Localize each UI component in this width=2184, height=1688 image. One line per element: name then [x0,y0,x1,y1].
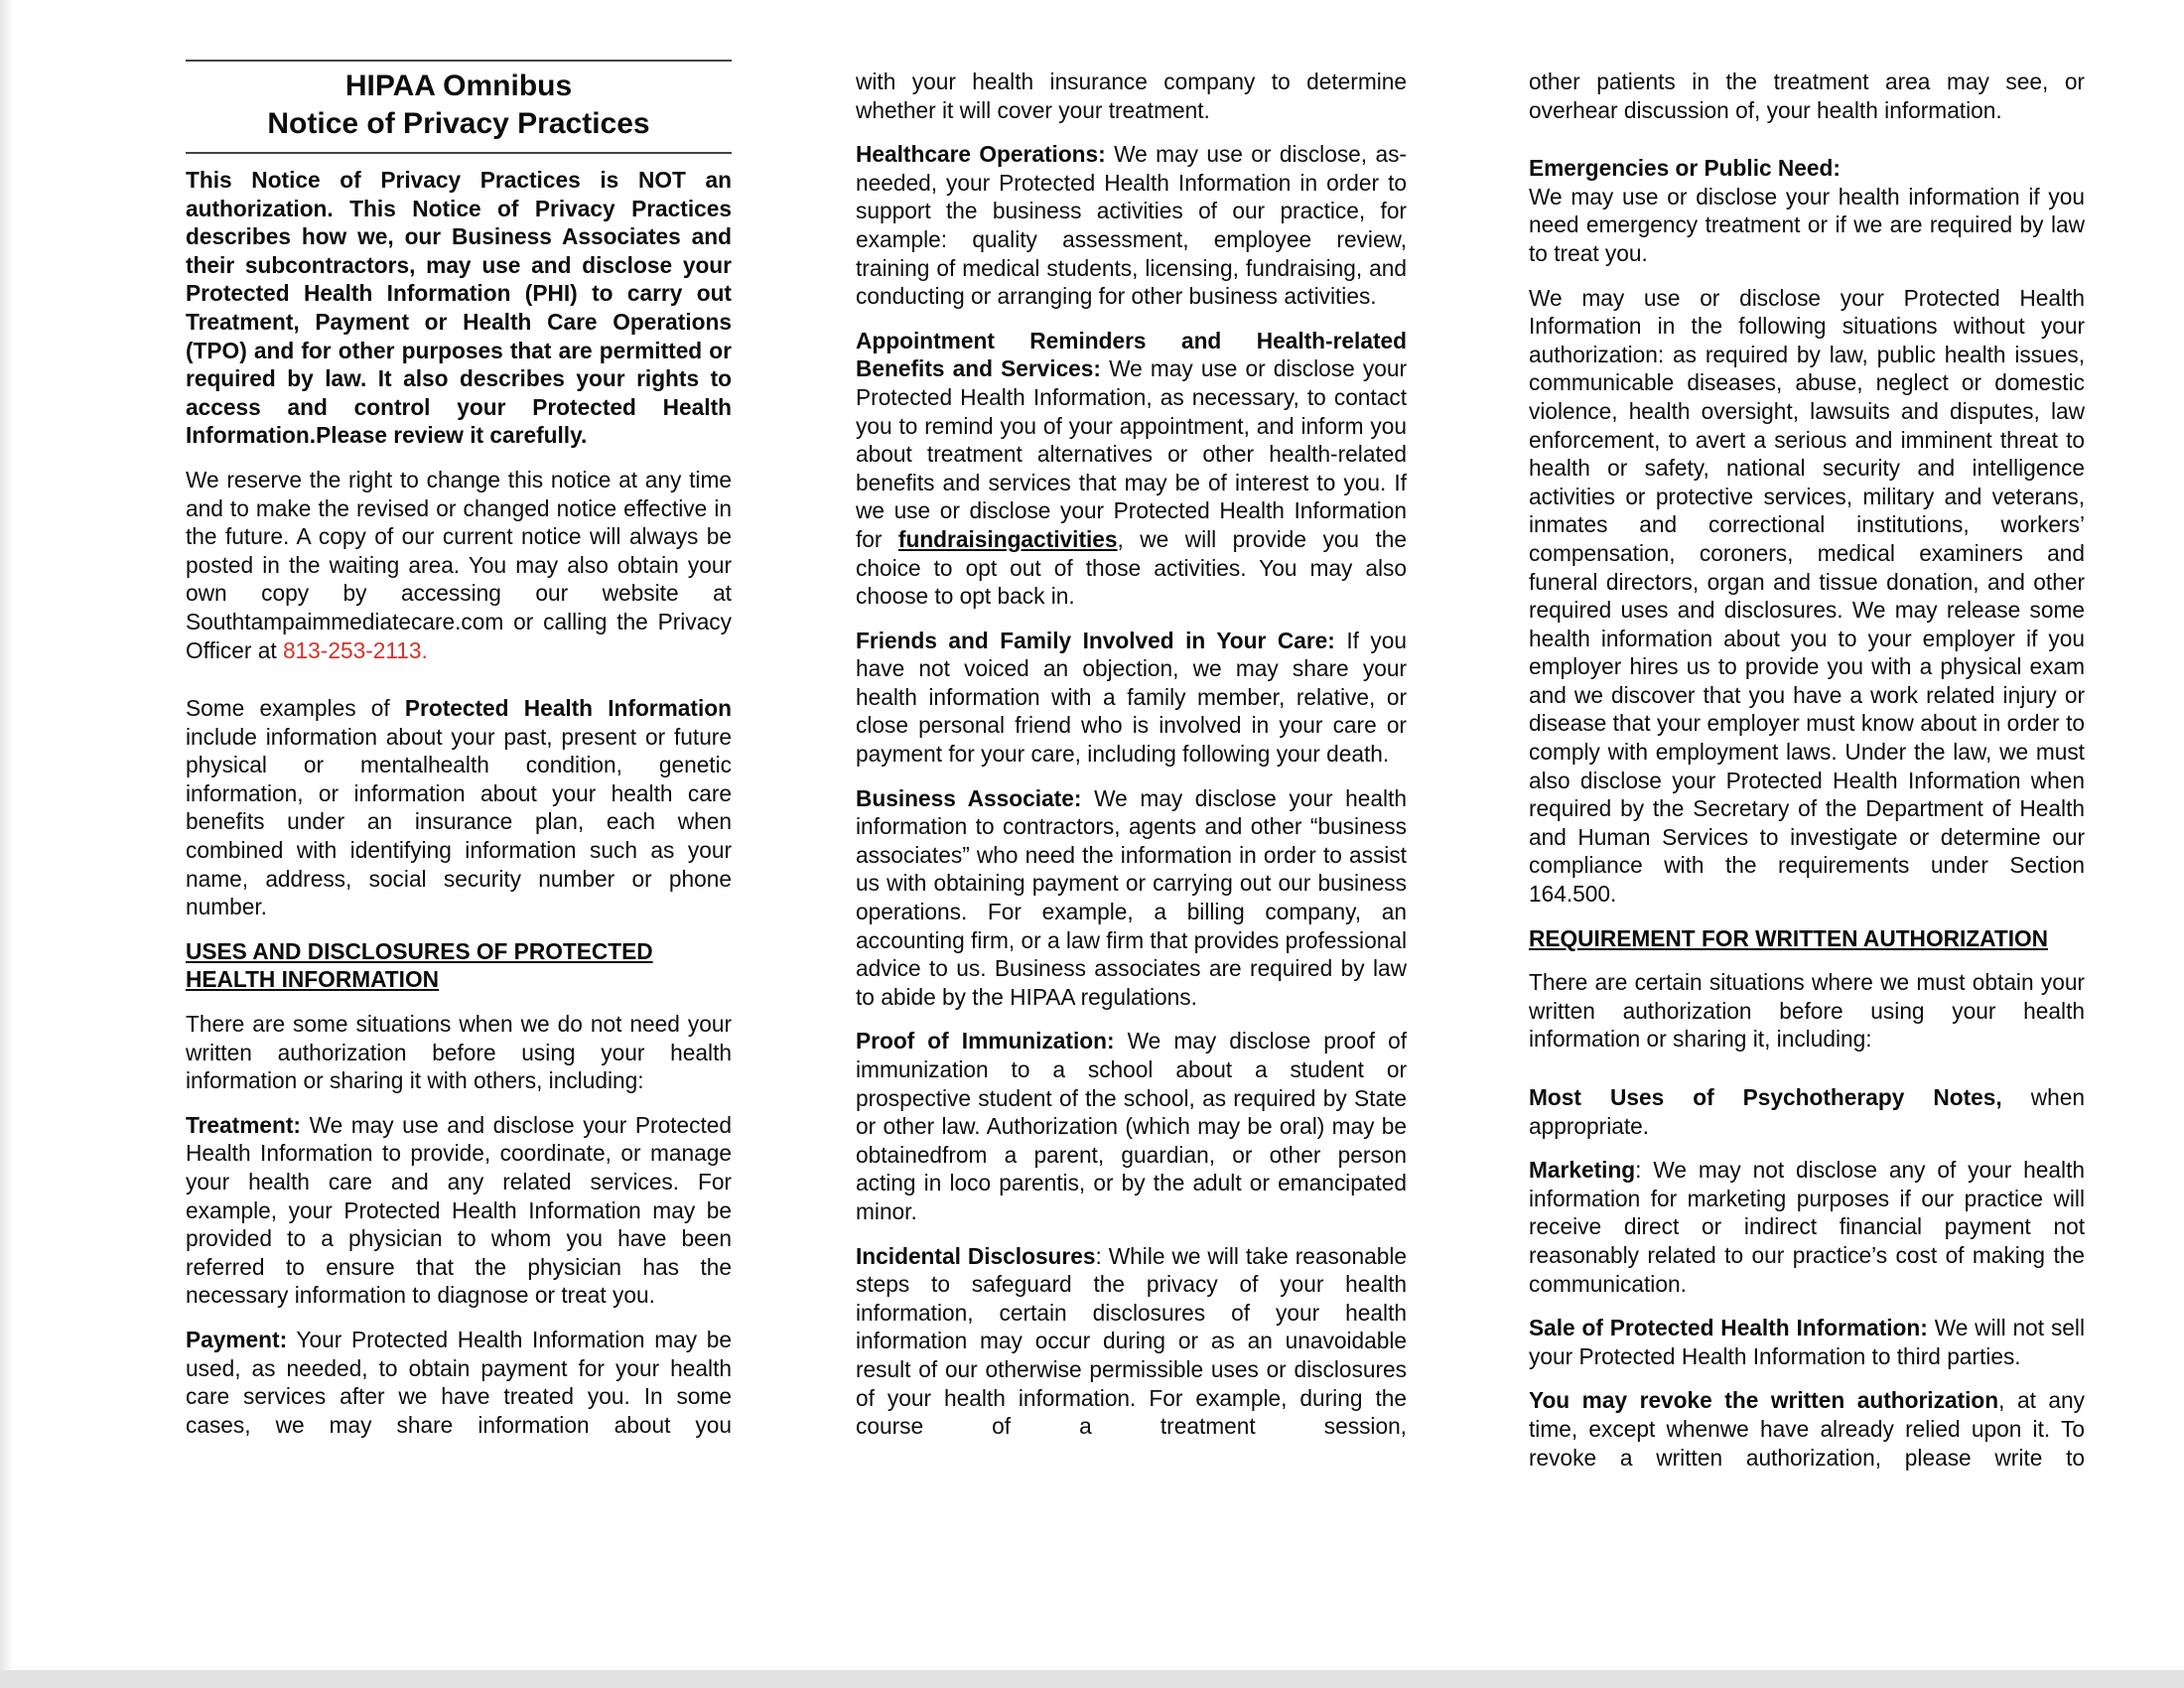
privacy-officer-phone: 813-253-2113. [282,636,428,663]
sale-of-phi-text: We will not sell your Protected Health Information to third parties. [1529,1315,2085,1369]
column-middle [856,68,1407,1457]
written-authorization-intro: There are certain situations where we must obtain your written authorization before using your health information or sharing it, including: [1529,969,2085,1053]
phi-examples-text: include information about your past, present or future physical or mentalhealth condition, genetic information, or information about your health care benefits under an insurance plan, each when combined with identifying information such as your name, address, social security number or phone number. [186,723,732,920]
marketing-text: : We may not disclose any of your health information for marketing purposes if our practice will receive direct or indirect financial payment not reasonably related to our practice’s cost of making the communication. [1529,1157,2085,1297]
document-subtitle: Notice of Privacy Practices [267,107,650,140]
reserve-text: We reserve the right to change this notice at any time and to make the revised or changed notice effective in the future. A copy of our current notice will always be posted in the waiting area. You may also obtain your own copy by accessing our website at Southtampaimmediatecare.com or calling the Privacy Officer at [186,466,732,663]
payment-label: Payment: [186,1326,288,1352]
emergencies-text: We may use or disclose your health information if you need emergency treatment or if we are required by law to treat you. [1529,183,2085,266]
phi-examples-pre: Some examples of [186,695,390,722]
uses-disclosures-heading [186,937,732,994]
phi-examples-paragraph [186,694,732,921]
friends-family-text: If you have not voiced an objection, we may share your health information with a family member, relative, or close personal friend who is involved in your care or payment for your care, including following your death. [856,627,1407,768]
appointment-reminders-label: Appointment Reminders and Health-related Benefits and Services: [856,327,1407,382]
incidental-continued-paragraph: other patients in the treatment area may see, or overhear discussion of, your health information. [1529,69,2085,123]
incidental-disclosures-paragraph [856,1242,1407,1441]
without-authorization-paragraph: We may use or disclose your Protected Health Information in the following situations without your authorization: as required by law, public health issues, communicable diseases, abuse, neglect or domestic violence, health oversight, lawsuits and disputes, law enforcement, to avert a serious and imminent threat to health or safety, national security and intelligence activities or protective services, military and veterans, inmates and correctional institutions, workers’ compensation, coroners, medical examiners and funeral directors, organ and tissue donation, and other required uses and disclosures. We may release some health information about you to your employer if you employer hires us to provide you with a physical exam and we discover that you have a work related injury or disease that your employer must know about in order to comply with employment laws. Under the law, we must also disclose your Protected Health Information when required by the Secretary of the Department of Health and Human Services to investigate or determine our compliance with the requirements under Section 164.500. [1529,284,2085,908]
marketing-label: Marketing [1529,1157,1636,1184]
treatment-paragraph [186,1111,732,1310]
treatment-text: We may use and disclose your Protected Health Information to provide, coordinate, or manage your health care and any related services. For example, your Protected Health Information may be provided to a physician to whom you have been referred to ensure that the physician has the necessary information to diagnose or treat you. [186,1111,732,1309]
healthcare-operations-label: Healthcare Operations: [856,141,1106,168]
incidental-disclosures-text: : While we will take reasonable steps to safeguard the privacy of your health information, certain disclosures of your health information may occur during or as an unavoidable result of our otherwise permissible uses or disclosures of your health information. For example, during the course of a treatment session, [856,1242,1407,1440]
emergencies-paragraph [1529,154,2085,267]
uses-heading-line1: USES AND DISCLOSURES OF PROTECTED [186,937,653,964]
emergencies-label: Emergencies or Public Need: [1529,155,1841,182]
scan-shadow-left [0,0,14,1688]
immunization-text: We may disclose proof of immunization to a school about a student or prospective student of the school, as required by State or other law. Authorization (which may be oral) may be obtainedfrom a parent, guardian, or other person acting in loco parentis, or by the adult or emancipated minor. [856,1028,1408,1224]
psychotherapy-notes-label: Most Uses of Psychotherapy Notes, [1529,1084,2002,1110]
treatment-label: Treatment: [186,1111,301,1138]
sale-of-phi-label: Sale of Protected Health Information: [1529,1315,1928,1341]
uses-intro-paragraph: There are some situations when we do not need your written authorization before using your health information or sharing it with others, including: [186,1011,732,1094]
scan-edge-bottom [0,1670,2184,1688]
immunization-label: Proof of Immunization: [856,1028,1115,1055]
uses-heading-line2: HEALTH INFORMATION [186,966,439,993]
document-title: HIPAA Omnibus [344,70,573,102]
column-right [1529,68,2085,1487]
payment-paragraph [186,1326,732,1439]
business-associate-text: We may disclose your health information to contractors, agents and other “business associates” who need the information in order to assist us with obtaining payment or carrying out our business operations. For example, a billing company, an accounting firm, or a law firm that provides professional advice to us. Business associates are required by law to abide by the HIPAA regulations. [856,784,1407,1010]
immunization-paragraph [856,1027,1407,1225]
phi-examples-bold: Protected Health Information [404,695,732,722]
appointment-reminders-text-end: , we will provide you the choice to opt out of those activities. You may also choose to opt back in. [856,525,1407,610]
fundraising-activities-link: fundraisingactivities [897,525,1118,552]
written-authorization-heading: REQUIREMENT FOR WRITTEN AUTHORIZATION [1529,924,2049,951]
column-left [186,60,732,1455]
reserve-paragraph [186,466,732,664]
notice-header [186,60,732,154]
intro-paragraph: This Notice of Privacy Practices is NOT an authorization. This Notice of Privacy Practices describes how we, our Business Associates and their subcontractors, may use and disclose your Protected Health Information (PHI) to carry out Treatment, Payment or Health Care Operations (TPO) and for other purposes that are permitted or required by law. It also describes your rights to access and control your Protected Health Information.Please review it carefully. [186,167,732,449]
incidental-disclosures-label: Incidental Disclosures [856,1242,1096,1269]
marketing-paragraph [1529,1156,2085,1298]
friends-family-label: Friends and Family Involved in Your Care: [856,627,1335,653]
revoke-authorization-paragraph [1529,1386,2085,1472]
revoke-authorization-text: , at any time, except whenwe have already relied upon it. To revoke a written authorization, please write to [1529,1387,2085,1471]
healthcare-operations-text: We may use or disclose, as-needed, your Protected Health Information in order to support the business activities of our practice, for example: quality assessment, employee review, training of medical students, licensing, fundraising, and conducting or arranging for other business activities. [856,141,1407,310]
revoke-authorization-label: You may revoke the written authorization [1529,1387,1999,1414]
sale-of-phi-paragraph [1529,1314,2085,1370]
payment-continued-paragraph: with your health insurance company to determine whether it will cover your treatment. [856,69,1407,123]
business-associate-label: Business Associate: [856,784,1082,811]
appointment-reminders-text: We may use or disclose your Protected Health Information, as necessary, to contact you to remind you of your appointment, and inform you about treatment alternatives or other health-related benefits and services that may be of interest to you. If we use or disclose your Protected Health Information for [856,355,1408,552]
healthcare-operations-paragraph [856,140,1407,311]
appointment-reminders-paragraph [856,327,1407,611]
friends-family-paragraph [856,627,1407,769]
psychotherapy-notes-text: when appropriate. [1529,1084,2085,1139]
business-associate-paragraph [856,784,1407,1012]
psychotherapy-notes-paragraph [1529,1083,2085,1140]
payment-text: Your Protected Health Information may be used, as needed, to obtain payment for your health care services after we have treated you. In some cases, we may share information about you [186,1326,732,1438]
